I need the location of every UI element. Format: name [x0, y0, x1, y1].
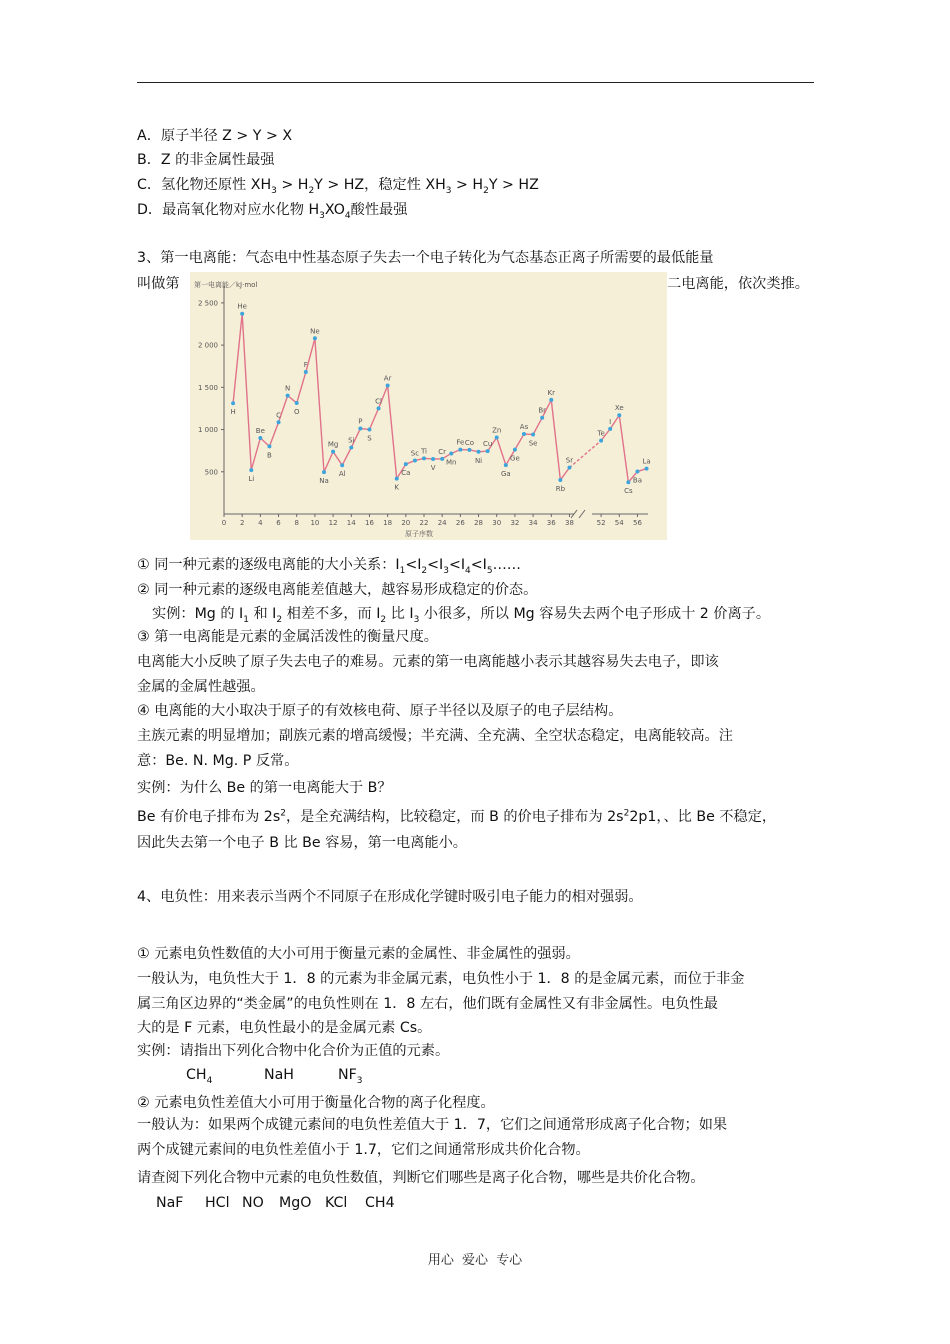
data-label: La: [642, 457, 651, 466]
sec4-p1a: 一般认为，电负性大于 1．8 的元素为非金属元素，电负性小于 1．8 的是金属元素，而位于非金: [137, 971, 745, 987]
data-label: Te: [597, 429, 605, 438]
data-point: [477, 450, 481, 454]
data-label: Br: [538, 406, 547, 415]
chart-svg: [190, 272, 667, 540]
data-label: Sc: [410, 449, 420, 458]
y-tick-label: 500: [204, 468, 218, 477]
data-point: [331, 450, 335, 454]
sec3-example2: 实例：为什么 Be 的第一电离能大于 B？: [137, 780, 392, 796]
x-tick-label: 36: [546, 519, 556, 527]
sec3-line2-right: 二电离能，依次类推。: [667, 276, 809, 292]
x-tick-label: 54: [614, 519, 624, 527]
sec3-item2: ② 同一种元素的逐级电离能差值越大，越容易形成稳定的价态。: [137, 582, 538, 598]
data-label: C: [276, 411, 281, 420]
y-tick-label: 2 000: [197, 341, 218, 350]
sec3-item3: ③ 第一电离能是元素的金属活泼性的衡量尺度。: [137, 629, 438, 645]
x-tick-label: 28: [474, 519, 484, 527]
data-point: [522, 432, 526, 436]
ionization-energy-chart: [190, 272, 667, 540]
data-point: [617, 413, 621, 417]
data-label: Si: [348, 436, 355, 445]
data-label: Co: [464, 438, 475, 447]
compound-no: NO: [242, 1195, 264, 1211]
x-tick-label: 30: [492, 519, 502, 527]
data-label: F: [303, 361, 308, 370]
data-label: He: [237, 302, 247, 311]
data-point: [231, 401, 235, 405]
x-tick-label: 56: [632, 519, 642, 527]
x-tick-label: 14: [346, 519, 356, 527]
sec4-p2c: 请查阅下列化合物中元素的电负性数值，判断它们哪些是离子化合物，哪些是共价化合物。: [137, 1170, 705, 1186]
data-label: Ga: [500, 470, 511, 479]
sec4-example: 实例：请指出下列化合物中化合价为正值的元素。: [137, 1043, 450, 1059]
data-point: [304, 370, 308, 374]
data-label: Zn: [492, 426, 502, 435]
sec4-title: 4、电负性：用来表示当两个不同原子在形成化学键时吸引电子能力的相对强弱。: [137, 889, 643, 905]
data-point: [349, 446, 353, 450]
data-point: [367, 428, 371, 432]
data-label: P: [358, 417, 363, 426]
data-label: O: [293, 408, 300, 417]
x-tick-label: 16: [364, 519, 374, 527]
data-label: Cr: [438, 447, 447, 456]
data-point: [395, 477, 399, 481]
data-label: Ne: [310, 327, 320, 336]
sec4-p1c: 大的是 F 元素，电负性最小的是金属元素 Cs。: [137, 1020, 432, 1036]
data-label: Na: [319, 477, 329, 486]
data-point: [249, 468, 253, 472]
data-point: [513, 448, 517, 452]
data-label: S: [367, 434, 372, 443]
data-point: [267, 444, 271, 448]
sec3-line2-left: 叫做第: [137, 276, 180, 292]
y-tick-label: 2 500: [197, 299, 218, 308]
data-label: Ti: [420, 447, 428, 456]
x-tick-label: 8: [294, 519, 299, 527]
data-point: [413, 459, 417, 463]
data-point: [558, 478, 562, 482]
sec3-example1: 实例：Mg 的 $I_1$ 和 $I_2$ 相差不多，而 $I_2$ 比 $I_3$ 小很多，所以 Mg 容易失去两个电子形成十 2 价离子。: [152, 606, 771, 625]
x-tick-label: 32: [510, 519, 520, 527]
option-c: C．氢化物还原性 $XH_3 > H_2Y$ > HZ，稳定性 $XH_3 > H_2Y$ > HZ: [137, 177, 539, 196]
data-label: Sr: [565, 456, 574, 465]
data-label: Ar: [383, 374, 392, 383]
data-point: [486, 449, 490, 453]
y-axis-label: 第一电离能／kJ·mol: [194, 281, 258, 289]
x-tick-label: 38: [564, 519, 574, 527]
compound-hcl: HCl: [205, 1195, 230, 1211]
data-label: V: [430, 464, 436, 473]
compound-nah: NaH: [264, 1067, 294, 1083]
sec3-p3a: 电离能大小反映了原子失去电子的难易。元素的第一电离能越小表示其越容易失去电子，即该: [137, 654, 719, 670]
sec3-p3b: 金属的金属性越强。: [137, 679, 265, 695]
data-point: [440, 457, 444, 461]
sec3-p4a: 主族元素的明显增加；副族元素的增高缓慢；半充满、全充满、全空状态稳定，电离能较高。注: [137, 728, 733, 744]
sec3-ans2: 因此失去第一个电子 B 比 Be 容易，第一电离能小。: [137, 835, 467, 851]
x-tick-label: 26: [455, 519, 465, 527]
data-point: [449, 451, 453, 455]
data-point: [358, 427, 362, 431]
option-d: D．最高氧化物对应水化物 $H_3XO_4$酸性最强: [137, 202, 408, 221]
sec3-ans1: Be 有价电子排布为 $2s^2$，是全充满结构，比较稳定，而 B 的价电子排布为 $2s^22p1$，、比 Be 不稳定，: [137, 808, 777, 825]
sec3-line1: 3、第一电离能：气态电中性基态原子失去一个电子转化为气态基态正离子所需要的最低能量: [137, 250, 714, 266]
data-point: [422, 456, 426, 460]
x-tick-label: 22: [419, 519, 429, 527]
data-label: N: [285, 384, 291, 393]
data-point: [608, 427, 612, 431]
data-point: [599, 439, 603, 443]
data-point: [340, 463, 344, 467]
data-point: [567, 466, 571, 470]
x-tick-label: 2: [239, 519, 245, 527]
data-label: Ni: [474, 456, 483, 465]
data-label: Mg: [327, 440, 339, 449]
data-label: I: [609, 417, 612, 426]
data-label: Se: [528, 439, 538, 448]
compound-naf: NaF: [156, 1195, 184, 1211]
data-point: [322, 470, 326, 474]
sec4-p2a: 一般认为：如果两个成键元素间的电负性差值大于 1．7，它们之间通常形成离子化合物；如果: [137, 1117, 728, 1133]
data-label: Rb: [555, 484, 566, 493]
sec4-item1: ① 元素电负性数值的大小可用于衡量元素的金属性、非金属性的强弱。: [137, 946, 580, 962]
x-tick-label: 34: [528, 519, 538, 527]
data-point: [495, 435, 499, 439]
data-label: Cl: [375, 397, 382, 406]
data-label: As: [519, 423, 529, 432]
x-tick-label: 0: [221, 519, 227, 527]
chart-background: [190, 272, 667, 540]
data-point: [540, 416, 544, 420]
sec3-item4: ④ 电离能的大小取决于原子的有效核电荷、原子半径以及原子的电子层结构。: [137, 703, 623, 719]
data-point: [286, 394, 290, 398]
compound-kcl: KCl: [325, 1195, 348, 1211]
data-point: [295, 401, 299, 405]
y-tick-label: 1 000: [197, 426, 218, 435]
sec3-p4b: 意：Be. N. Mg. P 反常。: [137, 753, 299, 769]
x-tick-label: 4: [258, 519, 263, 527]
data-point: [626, 480, 630, 484]
data-point: [458, 448, 462, 452]
data-point: [504, 463, 508, 467]
x-tick-label: 6: [276, 519, 281, 527]
x-tick-label: 18: [383, 519, 393, 527]
data-label: K: [394, 483, 400, 492]
data-point: [258, 436, 262, 440]
data-label: H: [230, 408, 236, 417]
data-label: Li: [248, 475, 255, 484]
data-point: [431, 457, 435, 461]
sec4-item2: ② 元素电负性差值大小可用于衡量化合物的离子化程度。: [137, 1095, 495, 1111]
data-point: [645, 467, 649, 471]
data-point: [549, 398, 553, 402]
sec4-p1b: 属三角区边界的“类金属”的电负性则在 1．8 左右，他们既有金属性又有非金属性。电负性最: [137, 996, 718, 1012]
data-label: Cu: [482, 440, 493, 449]
x-tick-label: 20: [401, 519, 411, 527]
compound-nf3: $NF_3$: [338, 1067, 363, 1086]
data-label: Al: [338, 470, 346, 479]
data-point: [313, 336, 317, 340]
data-label: Kr: [547, 388, 556, 397]
header-rule: [137, 82, 814, 83]
compound-ch4-2: CH4: [365, 1195, 395, 1211]
x-tick-label: 24: [437, 519, 447, 527]
data-label: Cs: [624, 487, 633, 496]
x-tick-label: 12: [328, 519, 338, 527]
x-tick-label: 52: [596, 519, 606, 527]
data-label: Ba: [632, 476, 643, 485]
x-axis-label: 原子序数: [405, 530, 433, 538]
data-label: B: [267, 451, 272, 460]
data-label: Ge: [510, 454, 520, 463]
page-footer: 用心 爱心 专心: [427, 1253, 523, 1268]
data-label: Mn: [446, 458, 457, 467]
data-label: Fe: [456, 438, 465, 447]
option-a: A．原子半径 Z > Y > X: [137, 128, 293, 144]
data-point: [635, 470, 639, 474]
data-point: [240, 312, 244, 316]
sec4-compounds2: [156, 1193, 395, 1213]
option-b: B．Z 的非金属性最强: [137, 152, 275, 168]
data-point: [467, 448, 471, 452]
sec4-p2b: 两个成键元素间的电负性差值小于 1.7，它们之间通常形成共价化合物。: [137, 1142, 590, 1158]
data-point: [377, 406, 381, 410]
data-label: Ca: [401, 469, 411, 478]
data-point: [277, 420, 281, 424]
compound-ch4: $CH_4$: [186, 1067, 213, 1086]
data-label: Be: [255, 427, 265, 435]
data-point: [404, 462, 408, 466]
y-tick-label: 1 500: [197, 383, 218, 392]
data-label: Xe: [614, 404, 624, 413]
compound-mgo: MgO: [279, 1195, 312, 1211]
x-tick-label: 10: [310, 519, 320, 527]
data-point: [386, 384, 390, 388]
data-point: [531, 433, 535, 437]
sec4-compounds1: [186, 1065, 363, 1085]
sec3-item1: ① 同一种元素的逐级电离能的大小关系：$I_1<I_2<I_3<I_4<I_5\dots\dots$: [137, 557, 521, 576]
